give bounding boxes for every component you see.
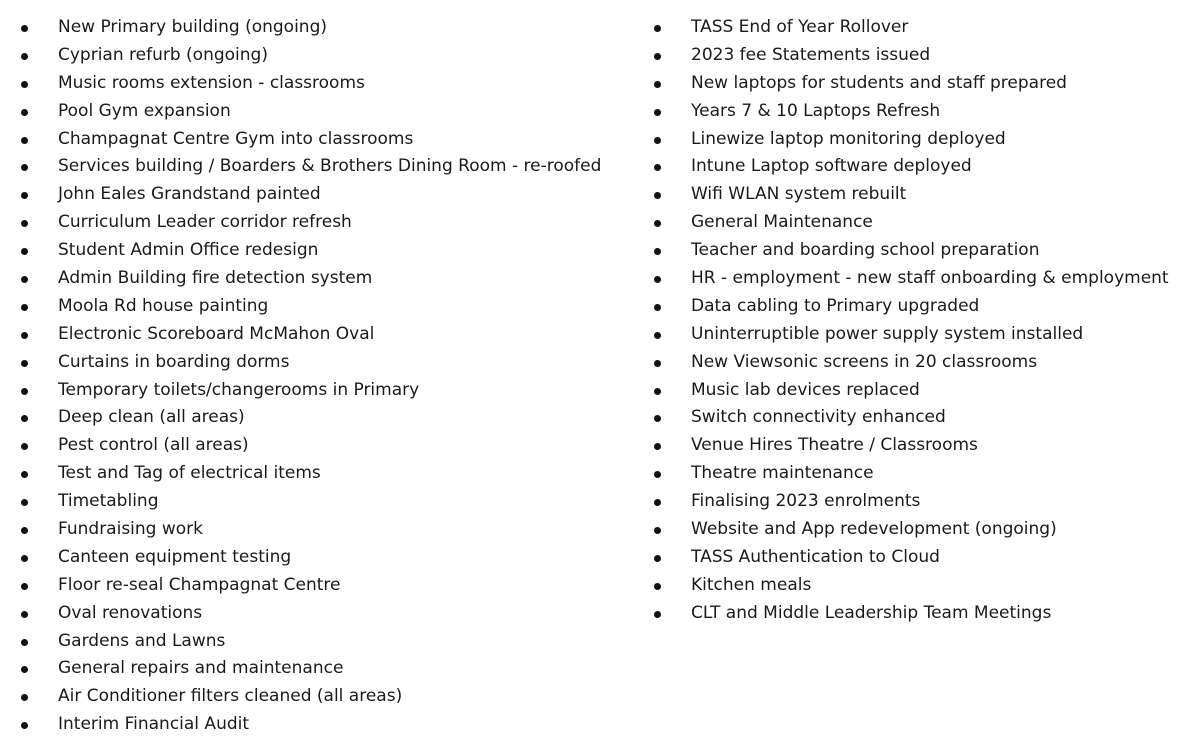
list-item	[0, 488, 640, 516]
list-item	[650, 293, 1200, 321]
bullet-icon	[654, 332, 661, 339]
bullet-icon	[21, 388, 28, 395]
list-item-text: New Viewsonic screens in 20 classrooms	[691, 351, 1038, 372]
list-item	[650, 600, 1200, 628]
bullet-icon	[654, 499, 661, 506]
list-item	[650, 488, 1200, 516]
list-item	[650, 265, 1200, 293]
bullet-icon	[21, 332, 28, 339]
list-item	[650, 572, 1200, 600]
list-item-text: Music rooms extension - classrooms	[58, 72, 365, 93]
list-item-text: Wifi WLAN system rebuilt	[691, 184, 907, 205]
list-item-text: Data cabling to Primary upgraded	[691, 295, 980, 316]
bullet-icon	[21, 276, 28, 283]
list-item	[0, 711, 640, 739]
bullet-icon	[21, 53, 28, 60]
list-item-text: Kitchen meals	[691, 574, 812, 595]
bullet-icon	[654, 611, 661, 618]
list-item-text: Fundraising work	[58, 519, 204, 540]
list-item-text: Linewize laptop monitoring deployed	[691, 128, 1006, 149]
bullet-icon	[654, 248, 661, 255]
list-item	[0, 14, 640, 42]
list-item	[650, 70, 1200, 98]
bullet-icon	[21, 304, 28, 311]
list-item	[650, 181, 1200, 209]
bullet-icon	[654, 81, 661, 88]
list-item	[0, 516, 640, 544]
list-item	[0, 209, 640, 237]
bullet-icon	[654, 415, 661, 422]
bullet-icon	[654, 109, 661, 116]
list-item-text: Canteen equipment testing	[58, 546, 292, 567]
list-item	[650, 42, 1200, 70]
list-item-text: Pest control (all areas)	[58, 435, 249, 456]
list-item-text: Uninterruptible power supply system installed	[691, 323, 1084, 344]
list-item-text: Student Admin Office redesign	[58, 240, 319, 261]
list-item-text: New laptops for students and staff prepared	[691, 72, 1067, 93]
list-item-text: Electronic Scoreboard McMahon Oval	[58, 323, 375, 344]
bullet-icon	[21, 639, 28, 646]
list-item	[0, 600, 640, 628]
bullet-icon	[654, 25, 661, 32]
bullet-icon	[21, 220, 28, 227]
bullet-icon	[654, 471, 661, 478]
list-item	[650, 98, 1200, 126]
bullet-icon	[21, 109, 28, 116]
list-item-text: Cyprian refurb (ongoing)	[58, 44, 268, 65]
bullet-icon	[654, 555, 661, 562]
left-bullet-list	[0, 14, 640, 739]
list-item	[650, 14, 1200, 42]
list-item	[0, 377, 640, 405]
list-item-text: Deep clean (all areas)	[58, 407, 245, 428]
bullet-icon	[654, 443, 661, 450]
list-item-text: HR - employment - new staff onboarding & employment	[691, 268, 1169, 289]
bullet-icon	[654, 388, 661, 395]
list-item-text: TASS Authentication to Cloud	[691, 546, 940, 567]
bullet-icon	[21, 415, 28, 422]
bullet-icon	[654, 360, 661, 367]
list-item-text: General repairs and maintenance	[58, 658, 344, 679]
list-item-text: Oval renovations	[58, 602, 203, 623]
list-item-text: Services building / Boarders & Brothers Dining Room - re-roofed	[58, 156, 602, 177]
list-item-text: Venue Hires Theatre / Classrooms	[691, 435, 978, 456]
list-item	[0, 655, 640, 683]
list-item-text: CLT and Middle Leadership Team Meetings	[691, 602, 1052, 623]
bullet-icon	[21, 499, 28, 506]
bullet-icon	[654, 276, 661, 283]
list-item	[650, 544, 1200, 572]
bullet-icon	[21, 527, 28, 534]
bullet-icon	[654, 192, 661, 199]
list-item	[0, 237, 640, 265]
list-item	[650, 432, 1200, 460]
bullet-icon	[654, 53, 661, 60]
bullet-icon	[21, 471, 28, 478]
list-item-text: Air Conditioner filters cleaned (all areas)	[58, 686, 403, 707]
list-item	[0, 70, 640, 98]
list-item	[650, 349, 1200, 377]
list-item-text: New Primary building (ongoing)	[58, 17, 327, 37]
list-item-text: Switch connectivity enhanced	[691, 407, 946, 428]
list-item	[650, 516, 1200, 544]
list-item	[0, 42, 640, 70]
list-item	[650, 460, 1200, 488]
bullet-icon	[654, 583, 661, 590]
list-item	[0, 404, 640, 432]
list-item-text: Gardens and Lawns	[58, 630, 226, 651]
bullet-icon	[21, 164, 28, 171]
right-bullet-list	[650, 14, 1200, 628]
list-item-text: Pool Gym expansion	[58, 100, 231, 121]
list-item	[0, 181, 640, 209]
bullet-icon	[654, 527, 661, 534]
bullet-icon	[654, 137, 661, 144]
bullet-icon	[21, 81, 28, 88]
list-item-text: Years 7 & 10 Laptops Refresh	[691, 100, 941, 121]
list-item-text: Curtains in boarding dorms	[58, 351, 290, 372]
list-item-text: Finalising 2023 enrolments	[691, 491, 921, 512]
list-item-text: TASS End of Year Rollover	[691, 17, 909, 37]
list-item	[0, 572, 640, 600]
list-item	[650, 209, 1200, 237]
list-item	[650, 126, 1200, 154]
list-item	[0, 432, 640, 460]
bullet-icon	[21, 666, 28, 673]
list-item	[650, 377, 1200, 405]
bullet-icon	[21, 360, 28, 367]
list-item-text: Interim Financial Audit	[58, 714, 250, 735]
list-item	[0, 460, 640, 488]
list-item-text: Intune Laptop software deployed	[691, 156, 972, 177]
list-item	[650, 237, 1200, 265]
bullet-icon	[654, 304, 661, 311]
list-item	[0, 98, 640, 126]
list-item-text: Temporary toilets/changerooms in Primary	[58, 379, 420, 400]
list-item	[0, 265, 640, 293]
bullet-icon	[21, 722, 28, 729]
list-item	[0, 321, 640, 349]
list-item-text: Champagnat Centre Gym into classrooms	[58, 128, 414, 149]
list-item-text: Timetabling	[58, 491, 159, 512]
list-item	[0, 683, 640, 711]
bullet-icon	[654, 164, 661, 171]
bullet-icon	[21, 248, 28, 255]
list-item-text: 2023 fee Statements issued	[691, 44, 931, 65]
list-item-text: Website and App redevelopment (ongoing)	[691, 519, 1057, 540]
list-item	[0, 126, 640, 154]
list-item-text: Music lab devices replaced	[691, 379, 920, 400]
bullet-icon	[21, 583, 28, 590]
list-item-text: John Eales Grandstand painted	[58, 184, 321, 205]
list-item	[650, 321, 1200, 349]
bullet-icon	[21, 611, 28, 618]
list-item	[650, 153, 1200, 181]
bullet-icon	[21, 694, 28, 701]
list-item	[650, 404, 1200, 432]
bullet-icon	[21, 555, 28, 562]
list-item-text: Moola Rd house painting	[58, 295, 269, 316]
bullet-icon	[21, 443, 28, 450]
list-item-text: Theatre maintenance	[691, 463, 874, 484]
bullet-icon	[654, 220, 661, 227]
bullet-icon	[21, 192, 28, 199]
list-item-text: Curriculum Leader corridor refresh	[58, 212, 352, 233]
bullet-icon	[21, 137, 28, 144]
list-item-text: Test and Tag of electrical items	[58, 463, 321, 484]
list-item-text: General Maintenance	[691, 212, 873, 233]
list-item	[0, 628, 640, 656]
list-item-text: Teacher and boarding school preparation	[691, 240, 1040, 261]
list-item	[0, 349, 640, 377]
list-item-text: Floor re-seal Champagnat Centre	[58, 574, 341, 595]
list-item-text: Admin Building fire detection system	[58, 268, 373, 289]
list-item	[0, 153, 640, 181]
bullet-icon	[21, 25, 28, 32]
list-item	[0, 293, 640, 321]
list-item	[0, 544, 640, 572]
